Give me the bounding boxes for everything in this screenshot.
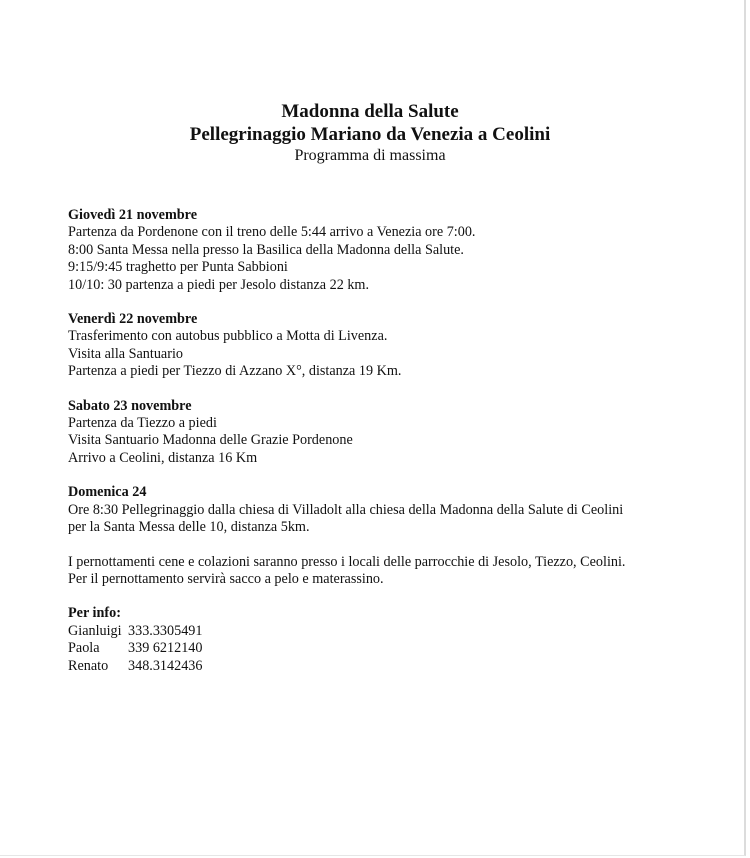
contact-phone: 348.3142436 (128, 657, 203, 674)
schedule-line: 9:15/9:45 traghetto per Punta Sabbioni (68, 259, 288, 276)
contact-phone: 339 6212140 (128, 640, 203, 657)
day-title: Domenica 24 (68, 484, 147, 501)
contact-row (68, 640, 688, 657)
schedule-line: Partenza a piedi per Tiezzo di Azzano X°, distanza 19 Km. (68, 363, 402, 380)
contact-name: Paola (68, 640, 100, 657)
note-line: Per il pernottamento servirà sacco a pelo e materassino. (68, 570, 384, 587)
schedule-line: Arrivo a Ceolini, distanza 16 Km (68, 449, 258, 466)
document-title: Madonna della Salute (281, 101, 459, 122)
schedule-line: Partenza da Tiezzo a piedi (68, 415, 217, 432)
schedule-line: Visita alla Santuario (68, 345, 183, 362)
schedule-line: 8:00 Santa Messa nella presso la Basilica della Madonna della Salute. (68, 241, 464, 258)
contact-name: Renato (68, 657, 109, 674)
day-section-friday (68, 311, 688, 381)
day-title: Venerdì 22 novembre (68, 311, 198, 328)
notes-paragraph (68, 554, 688, 589)
schedule-line: Ore 8:30 Pellegrinaggio dalla chiesa di Villadolt alla chiesa della Madonna della Salute di Ceolini (68, 501, 624, 518)
schedule-line: per la Santa Messa delle 10, distanza 5km. (68, 519, 310, 536)
info-section (68, 605, 688, 675)
note-line: I pernottamenti cene e colazioni saranno presso i locali delle parrocchie di Jesolo, Tiezzo, Ceolini. (68, 553, 626, 570)
info-title: Per info: (68, 605, 121, 622)
contact-name: Gianluigi (68, 622, 122, 639)
schedule-line: Visita Santuario Madonna delle Grazie Pordenone (68, 432, 353, 449)
day-section-sunday (68, 484, 688, 536)
day-section-thursday (68, 207, 688, 294)
contact-row (68, 623, 688, 640)
schedule-line: Trasferimento con autobus pubblico a Motta di Livenza. (68, 328, 388, 345)
contact-row (68, 658, 688, 675)
contact-phone: 333.3305491 (128, 622, 203, 639)
day-section-saturday (68, 398, 688, 468)
document-header (0, 100, 740, 166)
document-body (68, 207, 688, 675)
schedule-line: 10/10: 30 partenza a piedi per Jesolo distanza 22 km. (68, 276, 370, 293)
document-title-secondary: Pellegrinaggio Mariano da Venezia a Ceolini (189, 124, 551, 145)
document-subtitle: Programma di massima (294, 147, 446, 164)
day-title: Sabato 23 novembre (68, 397, 192, 414)
schedule-line: Partenza da Pordenone con il treno delle 5:44 arrivo a Venezia ore 7:00. (68, 224, 476, 241)
day-title: Giovedì 21 novembre (68, 207, 197, 223)
